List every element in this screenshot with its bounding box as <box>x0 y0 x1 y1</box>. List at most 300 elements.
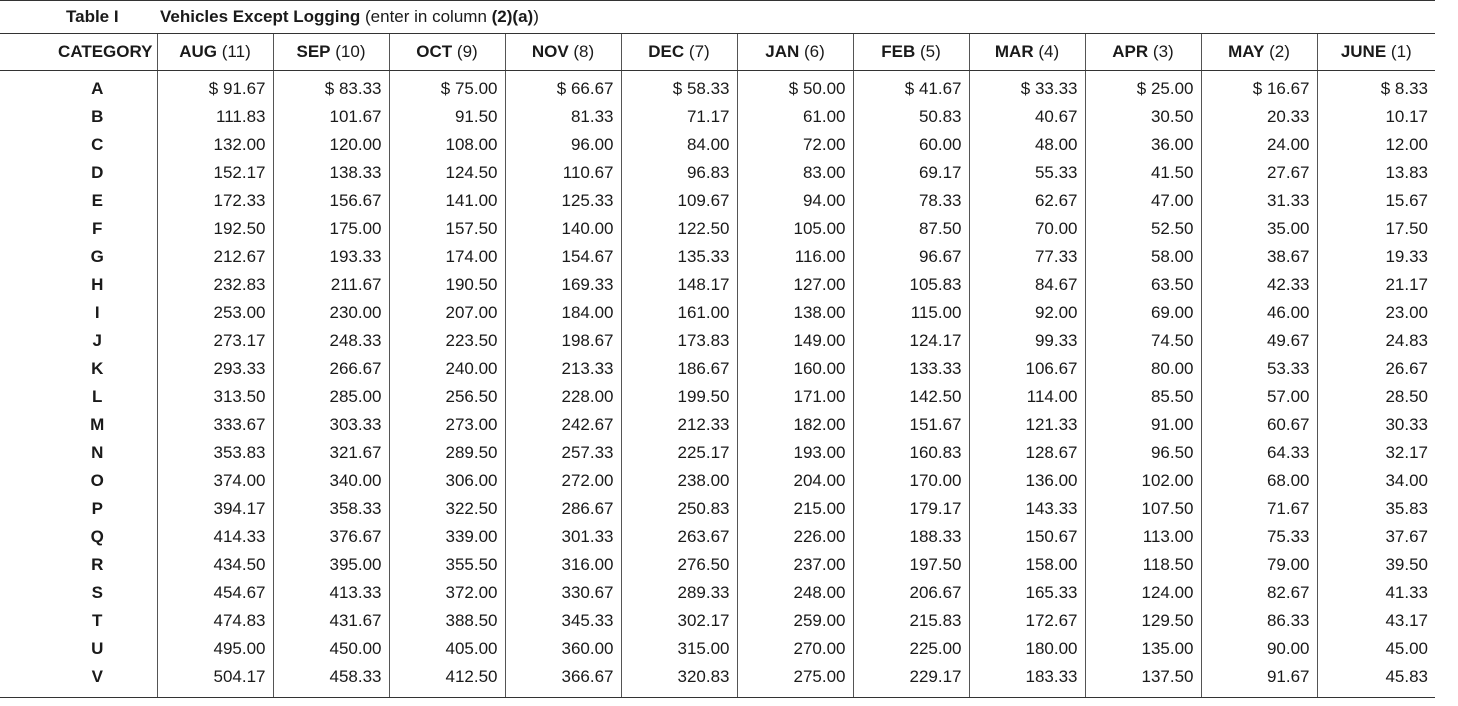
value-cell: 122.50 <box>621 215 737 243</box>
value-cell: 115.00 <box>853 299 969 327</box>
value-cell: 212.67 <box>157 243 273 271</box>
value-cell: 79.00 <box>1201 551 1317 579</box>
value-cell: $ 66.67 <box>505 71 621 104</box>
category-cell: R <box>91 555 104 574</box>
value-cell: 207.00 <box>389 299 505 327</box>
value-cell: 19.33 <box>1317 243 1435 271</box>
value-cell: 55.33 <box>969 159 1085 187</box>
value-cell: 154.67 <box>505 243 621 271</box>
value-cell: 340.00 <box>273 467 389 495</box>
month-header-dec <box>621 34 737 71</box>
table-title-normal: (enter in column <box>360 7 492 26</box>
month-name: MAY <box>1228 42 1265 61</box>
value-cell: 321.67 <box>273 439 389 467</box>
value-cell: 111.83 <box>157 103 273 131</box>
value-cell: 34.00 <box>1317 467 1435 495</box>
value-cell: $ 50.00 <box>737 71 853 104</box>
value-cell: 273.00 <box>389 411 505 439</box>
value-cell: 353.83 <box>157 439 273 467</box>
value-cell: 169.33 <box>505 271 621 299</box>
value-cell: 48.00 <box>969 131 1085 159</box>
value-cell: 242.67 <box>505 411 621 439</box>
value-cell: 160.83 <box>853 439 969 467</box>
value-cell: $ 8.33 <box>1317 71 1435 104</box>
value-cell: 30.33 <box>1317 411 1435 439</box>
value-cell: 302.17 <box>621 607 737 635</box>
table-row <box>0 159 1435 187</box>
value-cell: 458.33 <box>273 663 389 698</box>
category-cell: I <box>94 303 100 322</box>
value-cell: 360.00 <box>505 635 621 663</box>
month-number: (9) <box>456 42 478 61</box>
category-cell: T <box>92 611 103 630</box>
value-cell: 96.67 <box>853 243 969 271</box>
month-name: APR <box>1112 42 1149 61</box>
value-cell: 270.00 <box>737 635 853 663</box>
value-cell: 157.50 <box>389 215 505 243</box>
table-row <box>0 215 1435 243</box>
value-cell: 230.00 <box>273 299 389 327</box>
value-cell: 102.00 <box>1085 467 1201 495</box>
value-cell: 47.00 <box>1085 187 1201 215</box>
value-cell: 105.83 <box>853 271 969 299</box>
table-title-column: (2)(a) <box>491 7 534 26</box>
value-cell: 374.00 <box>157 467 273 495</box>
value-cell: 96.00 <box>505 131 621 159</box>
value-cell: 101.67 <box>273 103 389 131</box>
category-cell: E <box>91 191 103 210</box>
table-row <box>0 439 1435 467</box>
value-cell: 70.00 <box>969 215 1085 243</box>
value-cell: 413.33 <box>273 579 389 607</box>
value-cell: 156.67 <box>273 187 389 215</box>
month-number: (1) <box>1390 42 1412 61</box>
value-cell: 226.00 <box>737 523 853 551</box>
value-cell: 37.67 <box>1317 523 1435 551</box>
value-cell: 57.00 <box>1201 383 1317 411</box>
table-row <box>0 299 1435 327</box>
table-row <box>0 103 1435 131</box>
category-cell: O <box>90 471 104 490</box>
value-cell: 17.50 <box>1317 215 1435 243</box>
value-cell: 58.00 <box>1085 243 1201 271</box>
month-number: (4) <box>1038 42 1060 61</box>
value-cell: 276.50 <box>621 551 737 579</box>
value-cell: 94.00 <box>737 187 853 215</box>
value-cell: 92.00 <box>969 299 1085 327</box>
month-name: JAN <box>765 42 800 61</box>
value-cell: 63.50 <box>1085 271 1201 299</box>
value-cell: 86.33 <box>1201 607 1317 635</box>
value-cell: 41.33 <box>1317 579 1435 607</box>
value-cell: 45.83 <box>1317 663 1435 698</box>
value-cell: 161.00 <box>621 299 737 327</box>
value-cell: 273.17 <box>157 327 273 355</box>
table-row <box>0 551 1435 579</box>
value-cell: 358.33 <box>273 495 389 523</box>
value-cell: 138.00 <box>737 299 853 327</box>
value-cell: 125.33 <box>505 187 621 215</box>
value-cell: 266.67 <box>273 355 389 383</box>
value-cell: 250.83 <box>621 495 737 523</box>
value-cell: 105.00 <box>737 215 853 243</box>
value-cell: 99.33 <box>969 327 1085 355</box>
value-cell: 84.67 <box>969 271 1085 299</box>
value-cell: 225.00 <box>853 635 969 663</box>
value-cell: 46.00 <box>1201 299 1317 327</box>
value-cell: 69.17 <box>853 159 969 187</box>
value-cell: 43.17 <box>1317 607 1435 635</box>
value-cell: 83.00 <box>737 159 853 187</box>
value-cell: 237.00 <box>737 551 853 579</box>
value-cell: 109.67 <box>621 187 737 215</box>
value-cell: 229.17 <box>853 663 969 698</box>
value-cell: 316.00 <box>505 551 621 579</box>
category-header: CATEGORY <box>0 34 157 71</box>
value-cell: 121.33 <box>969 411 1085 439</box>
value-cell: 142.50 <box>853 383 969 411</box>
value-cell: 113.00 <box>1085 523 1201 551</box>
value-cell: 42.33 <box>1201 271 1317 299</box>
value-cell: 275.00 <box>737 663 853 698</box>
month-name: NOV <box>531 42 569 61</box>
value-cell: 61.00 <box>737 103 853 131</box>
value-cell: 412.50 <box>389 663 505 698</box>
value-cell: 454.67 <box>157 579 273 607</box>
value-cell: 31.33 <box>1201 187 1317 215</box>
value-cell: 179.17 <box>853 495 969 523</box>
value-cell: 36.00 <box>1085 131 1201 159</box>
value-cell: 91.00 <box>1085 411 1201 439</box>
value-cell: $ 58.33 <box>621 71 737 104</box>
value-cell: $ 91.67 <box>157 71 273 104</box>
value-cell: 248.33 <box>273 327 389 355</box>
month-number: (8) <box>573 42 595 61</box>
value-cell: 26.67 <box>1317 355 1435 383</box>
month-header-feb <box>853 34 969 71</box>
table-row <box>0 131 1435 159</box>
value-cell: 87.50 <box>853 215 969 243</box>
table-title-close: ) <box>533 7 539 26</box>
month-name: JUNE <box>1340 42 1387 61</box>
category-cell: Q <box>90 527 104 546</box>
table-title-row <box>0 0 1435 34</box>
category-cell: C <box>91 135 104 154</box>
value-cell: 213.33 <box>505 355 621 383</box>
month-number: (11) <box>221 42 251 61</box>
category-cell: L <box>92 387 103 406</box>
value-cell: 388.50 <box>389 607 505 635</box>
value-cell: 150.67 <box>969 523 1085 551</box>
value-cell: 71.67 <box>1201 495 1317 523</box>
value-cell: 345.33 <box>505 607 621 635</box>
table-row <box>0 411 1435 439</box>
value-cell: 40.67 <box>969 103 1085 131</box>
month-name: AUG <box>179 42 218 61</box>
table-number: Table I <box>66 7 119 26</box>
value-cell: 256.50 <box>389 383 505 411</box>
value-cell: 10.17 <box>1317 103 1435 131</box>
value-cell: 248.00 <box>737 579 853 607</box>
month-header-apr <box>1085 34 1201 71</box>
value-cell: 151.67 <box>853 411 969 439</box>
value-cell: 172.67 <box>969 607 1085 635</box>
value-cell: 137.50 <box>1085 663 1201 698</box>
category-cell: J <box>92 331 102 350</box>
value-cell: 495.00 <box>157 635 273 663</box>
month-name: DEC <box>648 42 685 61</box>
value-cell: 372.00 <box>389 579 505 607</box>
value-cell: 223.50 <box>389 327 505 355</box>
value-cell: 289.50 <box>389 439 505 467</box>
value-cell: 193.00 <box>737 439 853 467</box>
value-cell: 62.67 <box>969 187 1085 215</box>
month-name: MAR <box>994 42 1034 61</box>
value-cell: 41.50 <box>1085 159 1201 187</box>
value-cell: 35.83 <box>1317 495 1435 523</box>
value-cell: $ 16.67 <box>1201 71 1317 104</box>
value-cell: 148.17 <box>621 271 737 299</box>
month-name: FEB <box>881 42 916 61</box>
value-cell: 128.67 <box>969 439 1085 467</box>
value-cell: 183.33 <box>969 663 1085 698</box>
category-cell: S <box>91 583 103 602</box>
value-cell: 74.50 <box>1085 327 1201 355</box>
value-cell: 149.00 <box>737 327 853 355</box>
value-cell: 27.67 <box>1201 159 1317 187</box>
value-cell: 35.00 <box>1201 215 1317 243</box>
value-cell: 293.33 <box>157 355 273 383</box>
value-cell: 174.00 <box>389 243 505 271</box>
value-cell: 366.67 <box>505 663 621 698</box>
month-header-sep <box>273 34 389 71</box>
category-cell: V <box>0 663 157 698</box>
table-title <box>160 7 539 27</box>
month-header-nov <box>505 34 621 71</box>
value-cell: 78.33 <box>853 187 969 215</box>
value-cell: 333.67 <box>157 411 273 439</box>
value-cell: 206.67 <box>853 579 969 607</box>
value-cell: 23.00 <box>1317 299 1435 327</box>
value-cell: $ 41.67 <box>853 71 969 104</box>
value-cell: 431.67 <box>273 607 389 635</box>
value-cell: 376.67 <box>273 523 389 551</box>
value-cell: 175.00 <box>273 215 389 243</box>
value-cell: 143.33 <box>969 495 1085 523</box>
table-row <box>0 467 1435 495</box>
table-row <box>0 635 1435 663</box>
value-cell: $ 83.33 <box>273 71 389 104</box>
value-cell: 303.33 <box>273 411 389 439</box>
table-row <box>0 663 1435 698</box>
value-cell: $ 25.00 <box>1085 71 1201 104</box>
value-cell: 53.33 <box>1201 355 1317 383</box>
value-cell: 322.50 <box>389 495 505 523</box>
value-cell: 110.67 <box>505 159 621 187</box>
month-header-mar <box>969 34 1085 71</box>
value-cell: 306.00 <box>389 467 505 495</box>
value-cell: 414.33 <box>157 523 273 551</box>
value-cell: 140.00 <box>505 215 621 243</box>
value-cell: 72.00 <box>737 131 853 159</box>
table-body <box>0 71 1435 698</box>
value-cell: 68.00 <box>1201 467 1317 495</box>
value-cell: 129.50 <box>1085 607 1201 635</box>
value-cell: 75.33 <box>1201 523 1317 551</box>
value-cell: 52.50 <box>1085 215 1201 243</box>
category-cell: B <box>91 107 104 126</box>
value-cell: 211.67 <box>273 271 389 299</box>
value-cell: 71.17 <box>621 103 737 131</box>
month-number: (2) <box>1269 42 1290 61</box>
value-cell: 215.83 <box>853 607 969 635</box>
table-row <box>0 327 1435 355</box>
value-cell: 313.50 <box>157 383 273 411</box>
value-cell: 45.00 <box>1317 635 1435 663</box>
value-cell: 133.33 <box>853 355 969 383</box>
value-cell: 24.83 <box>1317 327 1435 355</box>
value-cell: 186.67 <box>621 355 737 383</box>
month-number: (3) <box>1152 42 1174 61</box>
value-cell: 315.00 <box>621 635 737 663</box>
category-cell: D <box>91 163 104 182</box>
value-cell: 124.50 <box>389 159 505 187</box>
value-cell: 127.00 <box>737 271 853 299</box>
value-cell: 39.50 <box>1317 551 1435 579</box>
value-cell: 91.67 <box>1201 663 1317 698</box>
table-row <box>0 243 1435 271</box>
value-cell: $ 33.33 <box>969 71 1085 104</box>
value-cell: 215.00 <box>737 495 853 523</box>
value-cell: 21.17 <box>1317 271 1435 299</box>
value-cell: 193.33 <box>273 243 389 271</box>
value-cell: 228.00 <box>505 383 621 411</box>
value-cell: 184.00 <box>505 299 621 327</box>
value-cell: 272.00 <box>505 467 621 495</box>
value-cell: 77.33 <box>969 243 1085 271</box>
category-cell: F <box>92 219 103 238</box>
value-cell: 180.00 <box>969 635 1085 663</box>
value-cell: 30.50 <box>1085 103 1201 131</box>
table-row <box>0 187 1435 215</box>
value-cell: 192.50 <box>157 215 273 243</box>
value-cell: 118.50 <box>1085 551 1201 579</box>
table-row <box>0 579 1435 607</box>
table-title-bold: Vehicles Except Logging <box>160 7 361 26</box>
value-cell: 13.83 <box>1317 159 1435 187</box>
month-header-may <box>1201 34 1317 71</box>
value-cell: 355.50 <box>389 551 505 579</box>
month-number: (10) <box>335 42 366 61</box>
value-cell: 135.33 <box>621 243 737 271</box>
category-cell: A <box>91 79 104 98</box>
value-cell: 20.33 <box>1201 103 1317 131</box>
table-row <box>0 355 1435 383</box>
value-cell: 120.00 <box>273 131 389 159</box>
value-cell: 60.67 <box>1201 411 1317 439</box>
value-cell: 152.17 <box>157 159 273 187</box>
value-cell: 170.00 <box>853 467 969 495</box>
value-cell: 263.67 <box>621 523 737 551</box>
value-cell: 259.00 <box>737 607 853 635</box>
category-cell: U <box>91 639 104 658</box>
value-cell: 504.17 <box>157 663 273 698</box>
table-row <box>0 607 1435 635</box>
value-cell: 132.00 <box>157 131 273 159</box>
value-cell: 450.00 <box>273 635 389 663</box>
value-cell: 212.33 <box>621 411 737 439</box>
value-cell: 394.17 <box>157 495 273 523</box>
value-cell: 188.33 <box>853 523 969 551</box>
value-cell: 240.00 <box>389 355 505 383</box>
value-cell: 84.00 <box>621 131 737 159</box>
value-cell: 106.67 <box>969 355 1085 383</box>
value-cell: 96.83 <box>621 159 737 187</box>
month-number: (7) <box>688 42 710 61</box>
value-cell: 320.83 <box>621 663 737 698</box>
value-cell: 474.83 <box>157 607 273 635</box>
month-name: OCT <box>416 42 453 61</box>
value-cell: 330.67 <box>505 579 621 607</box>
value-cell: 197.50 <box>853 551 969 579</box>
value-cell: 32.17 <box>1317 439 1435 467</box>
value-cell: 225.17 <box>621 439 737 467</box>
value-cell: 141.00 <box>389 187 505 215</box>
month-header-oct <box>389 34 505 71</box>
value-cell: 64.33 <box>1201 439 1317 467</box>
value-cell: $ 75.00 <box>389 71 505 104</box>
value-cell: 90.00 <box>1201 635 1317 663</box>
value-cell: 124.00 <box>1085 579 1201 607</box>
value-cell: 91.50 <box>389 103 505 131</box>
value-cell: 80.00 <box>1085 355 1201 383</box>
value-cell: 434.50 <box>157 551 273 579</box>
value-cell: 190.50 <box>389 271 505 299</box>
table-row <box>0 523 1435 551</box>
value-cell: 135.00 <box>1085 635 1201 663</box>
value-cell: 173.83 <box>621 327 737 355</box>
value-cell: 85.50 <box>1085 383 1201 411</box>
category-cell: K <box>91 359 104 378</box>
value-cell: 232.83 <box>157 271 273 299</box>
table-row <box>0 271 1435 299</box>
value-cell: 339.00 <box>389 523 505 551</box>
month-header-jan <box>737 34 853 71</box>
value-cell: 204.00 <box>737 467 853 495</box>
value-cell: 15.67 <box>1317 187 1435 215</box>
value-cell: 301.33 <box>505 523 621 551</box>
value-cell: 96.50 <box>1085 439 1201 467</box>
category-cell: P <box>91 499 103 518</box>
category-cell: N <box>91 443 104 462</box>
value-cell: 81.33 <box>505 103 621 131</box>
value-cell: 198.67 <box>505 327 621 355</box>
value-cell: 38.67 <box>1201 243 1317 271</box>
value-cell: 257.33 <box>505 439 621 467</box>
table-row <box>0 495 1435 523</box>
month-header-june <box>1317 34 1435 71</box>
value-cell: 28.50 <box>1317 383 1435 411</box>
value-cell: 24.00 <box>1201 131 1317 159</box>
value-cell: 253.00 <box>157 299 273 327</box>
value-cell: 69.00 <box>1085 299 1201 327</box>
value-cell: 395.00 <box>273 551 389 579</box>
month-number: (5) <box>919 42 941 61</box>
month-name: SEP <box>296 42 331 61</box>
value-cell: 182.00 <box>737 411 853 439</box>
value-cell: 50.83 <box>853 103 969 131</box>
value-cell: 60.00 <box>853 131 969 159</box>
